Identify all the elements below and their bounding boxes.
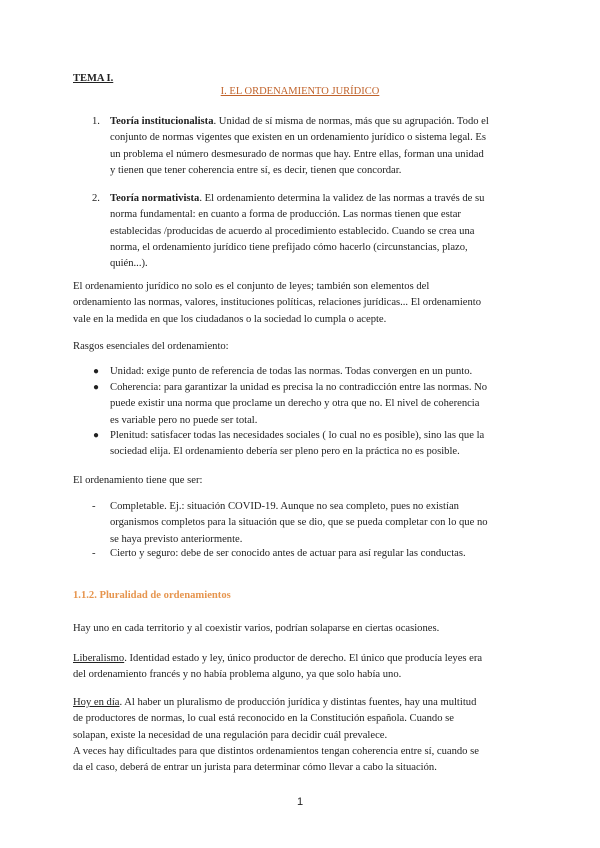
text-line: da el caso, deberá de entrar un jurista para determinar cómo llevar a cabo la situación. — [73, 762, 437, 774]
text-line: . Al haber un pluralismo de producción jurídica y distintas fuentes, hay una multitud — [119, 697, 477, 708]
dash-item-completable — [110, 499, 555, 548]
text-line: A veces hay dificultades para que distintos ordenamientos tengan coherencia entre sí, cuando se — [73, 745, 479, 757]
text-line: es variable pero no puede ser total. — [110, 414, 258, 426]
text-line: Cierto y seguro: debe de ser conocido antes de actuar para así regular las conductas. — [110, 548, 466, 559]
text-line: quién...). — [110, 258, 148, 270]
hoy-paragraph — [73, 695, 558, 776]
text-line: se haya previsto anteriormente. — [110, 533, 243, 545]
bullet-dot: ● — [93, 382, 100, 393]
text-line: Plenitud: satisfacer todas las necesidades sociales ( lo cual no es posible), sino las que la — [110, 430, 485, 441]
hoy-label: Hoy en día — [73, 697, 120, 708]
tema-heading: TEMA I. — [73, 73, 114, 84]
text-line: Coherencia: para garantizar la unidad es precisa la no contradicción entre las normas. No — [110, 382, 488, 393]
text-line: del ordenamiento francés y no había problema alguno, ya que solo había uno. — [73, 669, 402, 681]
dash-marker: - — [92, 548, 96, 559]
text-line: un problema el número desmesurado de normas que hay. Entre ellas, forman una unidad — [110, 148, 484, 160]
text-line: norma, el ordenamiento jurídico tiene prefijado cómo hacerlo (circunstancias, plazo, — [110, 241, 468, 253]
text-line: de productores de normas, lo cual está reconocido en la Constitución española. Cuando se — [73, 713, 454, 725]
bullet-dot: ● — [93, 430, 100, 441]
text-line: conjunto de normas vigentes que existen en un ordenamiento jurídico o sistema legal. Es — [110, 132, 486, 144]
text-line: establecidas /producidas de acuerdo al procedimiento establecido. Cuando se crea una — [110, 225, 475, 237]
text-line: norma fundamental: en cuanto a forma de producción. Las normas tienen que estar — [110, 209, 461, 221]
text-line: . Identidad estado y ley, único productor de derecho. El único que producía leyes era — [124, 653, 483, 664]
text-line: vale en la medida en que los ciudadanos o la sociedad lo cumpla o acepte. — [73, 313, 387, 325]
pluralidad-line: Hay uno en cada territorio y al coexistir varios, podrían solaparse en ciertas ocasiones. — [73, 623, 440, 634]
text-line: y tienen que tener coherencia entre sí, es decir, tienen que concordar. — [110, 164, 402, 176]
bullet-item-plenitud — [110, 428, 555, 461]
bullet-item-coherencia — [110, 380, 555, 429]
term: Teoría institucionalista — [110, 116, 214, 127]
text-line: El ordenamiento jurídico no solo es el conjunto de leyes; también son elementos del — [73, 281, 430, 292]
text-line: solapan, existe la necesidad de una regulación para decidir cuál prevalece. — [73, 729, 388, 741]
text-line: puede existir una norma que proclame un derecho y otra que no. El nivel de coherencia — [110, 398, 480, 410]
bullet-dot: ● — [93, 366, 100, 377]
rasgos-heading: Rasgos esenciales del ordenamiento: — [73, 341, 229, 352]
section-subheading: 1.1.2. Pluralidad de ordenamientos — [73, 590, 231, 601]
tiene-heading: El ordenamiento tiene que ser: — [73, 475, 203, 486]
dash-item-cierto — [110, 546, 555, 562]
numbered-item-2 — [110, 191, 550, 272]
dash-marker: - — [92, 501, 96, 512]
text-line: organismos completos para la situación que se dio, que se pueda completar con lo que no — [110, 517, 488, 529]
term: Teoría normativista — [110, 193, 200, 204]
bullet-item-unidad — [110, 364, 555, 380]
text-line: Completable. Ej.: situación COVID-19. Aunque no sea completo, pues no existían — [110, 501, 459, 512]
list-number: 2. — [92, 193, 100, 204]
liberalismo-label: Liberalismo — [73, 653, 125, 664]
document-title: I. EL ORDENAMIENTO JURÍDICO — [220, 86, 380, 97]
page-number: 1 — [296, 796, 304, 808]
numbered-item-1 — [110, 114, 550, 179]
intro-paragraph — [73, 279, 553, 328]
text-line: Unidad: exige punto de referencia de todas las normas. Todas convergen en un punto. — [110, 366, 473, 377]
list-number: 1. — [92, 116, 100, 127]
text-line: sociedad elija. El ordenamiento debería ser pleno pero en la práctica no es posible. — [110, 446, 460, 458]
text-line: . Unidad de sí misma de normas, más que su agrupación. Todo el — [213, 116, 489, 127]
text-line: . El ordenamiento determina la validez de las normas a través de su — [199, 193, 485, 204]
liberalismo-paragraph — [73, 651, 553, 684]
text-line: ordenamiento las normas, valores, instituciones políticas, relaciones jurídicas... El ordenamiento — [73, 297, 482, 309]
